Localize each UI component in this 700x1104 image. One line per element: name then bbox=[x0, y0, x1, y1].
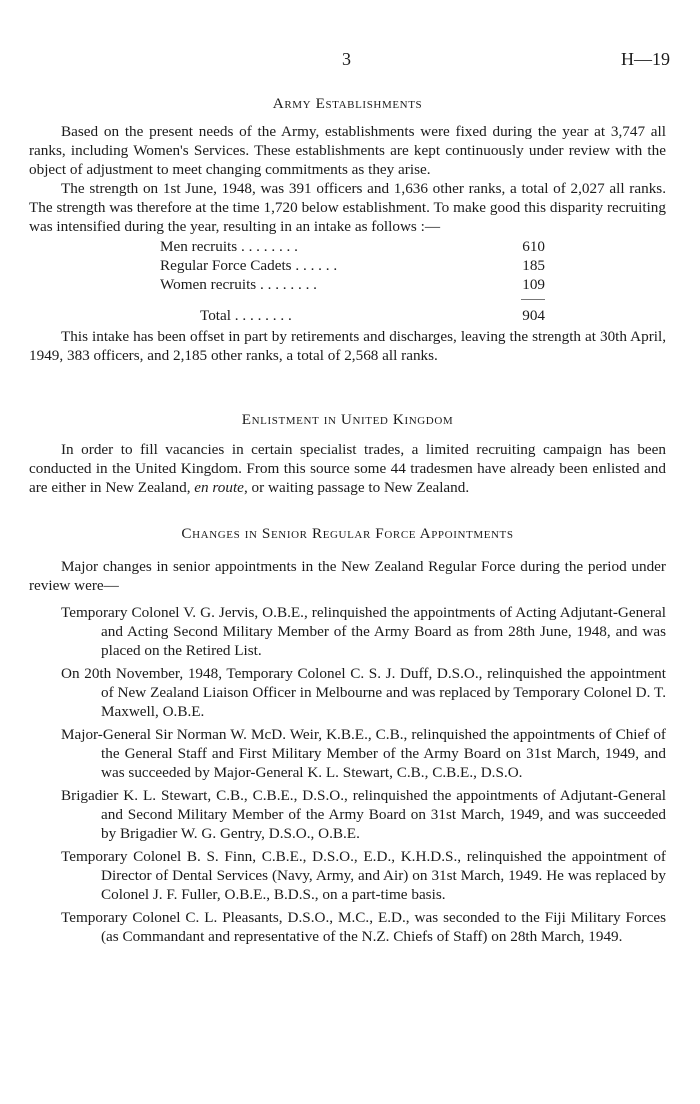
appointment-item: Major-General Sir Norman W. McD. Weir, K.B.E., C.B., relinquished the appointments of Chief of the General Staff and First Military Member of the Army Board on 31st March, 1949, and was succeeded by Major-General K. L. Stewart, C.B., C.B.E., D.S.O. bbox=[61, 726, 666, 781]
intake-row bbox=[160, 256, 545, 275]
total-label: Total bbox=[200, 307, 231, 324]
leader-dots: . . . . . . bbox=[295, 257, 338, 274]
paragraph: Major changes in senior appointments in the New Zealand Regular Force during the period under review were— bbox=[29, 558, 666, 594]
section-heading: Enlistment in United Kingdom bbox=[241, 411, 454, 428]
leader-dots: . . . . . . . . bbox=[234, 307, 292, 324]
paragraph: This intake has been offset in part by retirements and discharges, leaving the strength at 30th April, 1949, 383 officers, and 2,185 other ranks, a total of 2,568 all ranks. bbox=[29, 328, 666, 364]
page-header bbox=[0, 50, 700, 72]
appointment-item: Temporary Colonel B. S. Finn, C.B.E., D.S.O., E.D., K.H.D.S., relinquished the appointment of Director of Dental Services (Navy, Army, and Air) on 31st March, 1949. He was replaced by Colonel J. F. Fuller, O.B.E., B.D.S., on a part-time basis. bbox=[61, 848, 666, 903]
section-senior-appointments bbox=[29, 524, 666, 946]
section-heading: Changes in Senior Regular Force Appointments bbox=[181, 525, 514, 542]
intake-value: 109 bbox=[522, 276, 545, 293]
document-body bbox=[29, 94, 666, 950]
intake-label: Men recruits bbox=[160, 238, 238, 255]
appointment-item: On 20th November, 1948, Temporary Colonel C. S. J. Duff, D.S.O., relinquished the appointment of New Zealand Liaison Officer in Melbourne and was replaced by Temporary Colonel D. T. Maxwell, O.B.E. bbox=[61, 665, 666, 720]
leader-dots: . . . . . . . . bbox=[240, 238, 298, 255]
section-army-establishments bbox=[29, 94, 666, 365]
paragraph: Based on the present needs of the Army, establishments were fixed during the year at 3,747 all ranks, including Women's Services. These establishments are kept continuously under review with the object of adjustment to meet changing commitments as they arise. bbox=[29, 123, 666, 178]
leader-dots: . . . . . . bbox=[275, 276, 317, 293]
text-run: , or waiting passage to New Zealand. bbox=[243, 479, 470, 496]
intake-value: 185 bbox=[522, 257, 545, 274]
intake-label: Women recruits . . bbox=[160, 276, 272, 293]
intake-label: Regular Force Cadets bbox=[160, 257, 292, 274]
document-reference: H—19 bbox=[621, 49, 670, 69]
appointments-list bbox=[29, 603, 666, 946]
appointment-item: Brigadier K. L. Stewart, C.B., C.B.E., D.S.O., relinquished the appointments of Adjutant-General and Second Military Member of the Army Board on 31st March, 1949, and was succeeded by Brigadier W. G. Gentry, D.S.O., O.B.E. bbox=[61, 787, 666, 842]
section-heading: Army Establishments bbox=[272, 95, 423, 112]
italic-term: en route bbox=[194, 479, 244, 496]
section-enlistment-uk bbox=[29, 410, 666, 497]
appointment-item: Temporary Colonel V. G. Jervis, O.B.E., relinquished the appointments of Acting Adjutant-General and Acting Second Military Member of the Army Board as from 28th June, 1948, and was placed on the Retired List. bbox=[61, 604, 666, 659]
intake-row bbox=[160, 237, 545, 256]
total-value: 904 bbox=[522, 307, 545, 324]
page-number: 3 bbox=[342, 49, 351, 69]
intake-table bbox=[160, 237, 545, 325]
intake-row bbox=[160, 275, 545, 294]
sum-rule bbox=[521, 299, 545, 300]
sum-rule-row bbox=[160, 294, 545, 304]
intake-value: 610 bbox=[522, 238, 545, 255]
intake-total-row bbox=[160, 304, 545, 325]
text-run: In order to fill vacancies in certain specialist trades, a limited recruiting campaign has been conducted in the United Kingdom. From this source some 44 tradesmen have already been enlisted and are either in New Zealand, bbox=[29, 441, 666, 496]
appointment-item: Temporary Colonel C. L. Pleasants, D.S.O., M.C., E.D., was seconded to the Fiji Military Forces (as Commandant and representative of the N.Z. Chiefs of Staff) on 28th March, 1949. bbox=[61, 909, 666, 945]
paragraph: The strength on 1st June, 1948, was 391 officers and 1,636 other ranks, a total of 2,027 all ranks. The strength was therefore at the time 1,720 below establishment. To make good this disparity recruiting was intensified during the year, resulting in an intake as follows :— bbox=[29, 180, 666, 235]
paragraph bbox=[29, 440, 666, 497]
